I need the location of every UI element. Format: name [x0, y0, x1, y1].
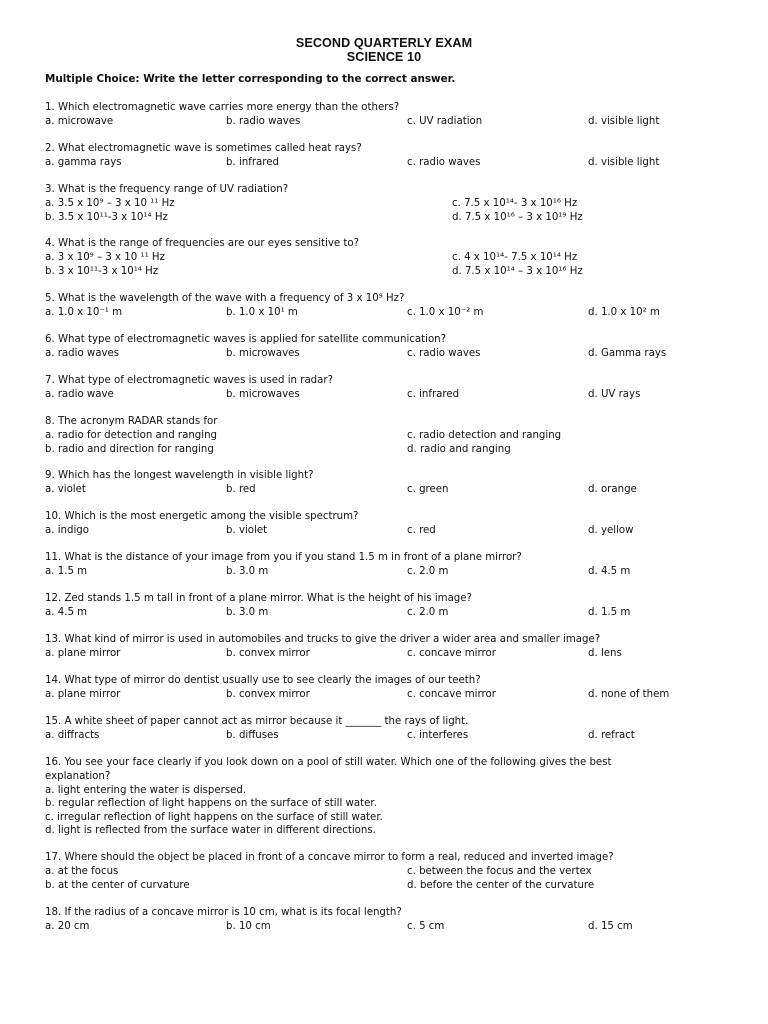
- choice-a: a. radio wave: [45, 389, 114, 400]
- choice-c: c. irregular reflection of light happens on the surface of still water.: [45, 811, 383, 823]
- question-13: [45, 633, 725, 661]
- choice-b: b. 3.0 m: [226, 607, 269, 618]
- choice-b: b. 3 x 10¹¹-3 x 10¹⁴ Hz: [45, 265, 159, 277]
- choice-b: b. 3.0 m: [226, 566, 269, 577]
- question-14: [45, 674, 725, 702]
- choice-a: a. violet: [45, 484, 86, 495]
- choice-d: d. Gamma rays: [588, 348, 667, 359]
- choice-b: b. microwaves: [226, 348, 300, 359]
- question-5: [45, 292, 725, 320]
- choice-c: c. 2.0 m: [407, 566, 449, 577]
- choice-d: d. 1.0 x 10² m: [588, 307, 660, 318]
- choice-d: d. visible light: [588, 157, 660, 168]
- question-12: [45, 592, 725, 620]
- question-stem: 13. What kind of mirror is used in automobiles and trucks to give the driver a wider area and smaller image?: [45, 634, 601, 645]
- choice-d: d. 1.5 m: [588, 607, 631, 618]
- choice-d: d. refract: [588, 730, 635, 741]
- question-stem: 1. Which electromagnetic wave carries more energy than the others?: [45, 102, 400, 113]
- choice-d: d. radio and ranging: [407, 443, 511, 455]
- question-8: [45, 415, 725, 456]
- choice-a: a. 4.5 m: [45, 607, 88, 618]
- instructions: Multiple Choice: Write the letter corresponding to the correct answer.: [45, 73, 456, 85]
- choice-d: d. 7.5 x 10¹⁶ – 3 x 10¹⁹ Hz: [452, 211, 583, 223]
- question-stem: 8. The acronym RADAR stands for: [45, 416, 218, 427]
- choice-c: c. 2.0 m: [407, 607, 449, 618]
- choice-d: d. 7.5 x 10¹⁴ – 3 x 10¹⁶ Hz: [452, 265, 583, 277]
- choice-b: b. radio and direction for ranging: [45, 443, 214, 455]
- choice-d: d. visible light: [588, 116, 660, 127]
- choice-b: b. at the center of curvature: [45, 879, 190, 891]
- question-15: [45, 715, 725, 743]
- question-1: [45, 101, 725, 129]
- choice-d: d. light is reflected from the surface water in different directions.: [45, 825, 376, 837]
- choice-c: c. concave mirror: [407, 689, 496, 700]
- choice-a: a. 3.5 x 10⁹ – 3 x 10 ¹¹ Hz: [45, 198, 175, 209]
- choice-c: c. interferes: [407, 730, 469, 741]
- choice-a: a. radio for detection and ranging: [45, 430, 218, 441]
- choice-c: c. green: [407, 484, 449, 495]
- question-10: [45, 510, 725, 538]
- choice-d: d. 15 cm: [588, 921, 633, 932]
- choice-b: b. 1.0 x 10¹ m: [226, 307, 298, 318]
- question-stem: 11. What is the distance of your image from you if you stand 1.5 m in front of a plane mirror?: [45, 552, 522, 563]
- choice-d: d. yellow: [588, 525, 634, 536]
- choice-a: a. 3 x 10⁹ – 3 x 10 ¹¹ Hz: [45, 252, 165, 263]
- choice-c: c. between the focus and the vertex: [407, 866, 592, 877]
- choice-c: c. 1.0 x 10⁻² m: [407, 307, 484, 318]
- question-stem: 7. What type of electromagnetic waves is used in radar?: [45, 375, 333, 386]
- question-4: [45, 237, 725, 278]
- choice-c: c. 7.5 x 10¹⁴- 3 x 10¹⁶ Hz: [452, 198, 578, 209]
- question-3: [45, 183, 725, 224]
- question-9: [45, 469, 725, 497]
- choice-c: c. red: [407, 525, 436, 536]
- choice-b: b. infrared: [226, 157, 279, 168]
- question-11: [45, 551, 725, 579]
- choice-b: b. convex mirror: [226, 648, 310, 659]
- choice-a: a. radio waves: [45, 348, 120, 359]
- choice-b: b. red: [226, 484, 256, 495]
- choice-b: b. regular reflection of light happens on the surface of still water.: [45, 798, 377, 810]
- choice-a: a. 1.5 m: [45, 566, 88, 577]
- question-6: [45, 333, 725, 361]
- question-stem: 18. If the radius of a concave mirror is 10 cm, what is its focal length?: [45, 907, 402, 918]
- choice-d: d. none of them: [588, 689, 670, 700]
- question-7: [45, 374, 725, 402]
- choice-b: b. 10 cm: [226, 921, 271, 932]
- question-stem: 15. A white sheet of paper cannot act as mirror because it _______ the rays of light.: [45, 716, 469, 727]
- choice-a: a. light entering the water is dispersed.: [45, 784, 247, 796]
- choice-c: c. radio waves: [407, 348, 481, 359]
- question-stem: 9. Which has the longest wavelength in visible light?: [45, 470, 314, 481]
- question-stem: 6. What type of electromagnetic waves is applied for satellite communication?: [45, 334, 447, 345]
- choice-b: b. diffuses: [226, 730, 279, 741]
- choice-a: a. gamma rays: [45, 157, 122, 168]
- choice-c: c. radio waves: [407, 157, 481, 168]
- choice-b: b. convex mirror: [226, 689, 310, 700]
- choice-d: d. 4.5 m: [588, 566, 631, 577]
- choice-d: d. before the center of the curvature: [407, 879, 595, 891]
- choice-c: c. 5 cm: [407, 921, 445, 932]
- question-16: [45, 756, 677, 838]
- question-stem: 17. Where should the object be placed in front of a concave mirror to form a real, reduced and inverted image?: [45, 852, 614, 863]
- question-stem: 12. Zed stands 1.5 m tall in front of a plane mirror. What is the height of his image?: [45, 593, 472, 604]
- choice-d: d. UV rays: [588, 389, 641, 400]
- choice-b: b. microwaves: [226, 389, 300, 400]
- question-stem: 16. You see your face clearly if you look down on a pool of still water. Which one of the following gives the best explanation?: [45, 757, 612, 782]
- choice-a: a. 1.0 x 10⁻¹ m: [45, 307, 123, 318]
- choice-d: d. lens: [588, 648, 622, 659]
- question-17: [45, 851, 725, 892]
- choice-a: a. diffracts: [45, 730, 100, 741]
- choice-b: b. 3.5 x 10¹¹-3 x 10¹⁴ Hz: [45, 211, 168, 223]
- question-stem: 5. What is the wavelength of the wave with a frequency of 3 x 10⁹ Hz?: [45, 293, 405, 304]
- choice-c: c. UV radiation: [407, 116, 483, 127]
- choice-b: b. radio waves: [226, 116, 301, 127]
- choice-a: a. 20 cm: [45, 921, 90, 932]
- choice-a: a. microwave: [45, 116, 114, 127]
- question-stem: 3. What is the frequency range of UV radiation?: [45, 184, 289, 195]
- exam-subject: SCIENCE 10: [346, 50, 422, 64]
- choice-b: b. violet: [226, 525, 268, 536]
- question-stem: 14. What type of mirror do dentist usually use to see clearly the images of our teeth?: [45, 675, 481, 686]
- question-2: [45, 142, 725, 170]
- exam-title: SECOND QUARTERLY EXAM: [295, 36, 473, 50]
- question-stem: 4. What is the range of frequencies are our eyes sensitive to?: [45, 238, 360, 249]
- question-18: [45, 906, 725, 934]
- question-stem: 2. What electromagnetic wave is sometimes called heat rays?: [45, 143, 362, 154]
- choice-c: c. radio detection and ranging: [407, 430, 562, 441]
- choice-a: a. indigo: [45, 525, 90, 536]
- choice-a: a. at the focus: [45, 866, 119, 877]
- choice-a: a. plane mirror: [45, 648, 121, 659]
- choice-d: d. orange: [588, 484, 637, 495]
- choice-c: c. concave mirror: [407, 648, 496, 659]
- choice-c: c. 4 x 10¹⁴- 7.5 x 10¹⁴ Hz: [452, 252, 578, 263]
- choice-c: c. infrared: [407, 389, 460, 400]
- choice-a: a. plane mirror: [45, 689, 121, 700]
- question-stem: 10. Which is the most energetic among the visible spectrum?: [45, 511, 359, 522]
